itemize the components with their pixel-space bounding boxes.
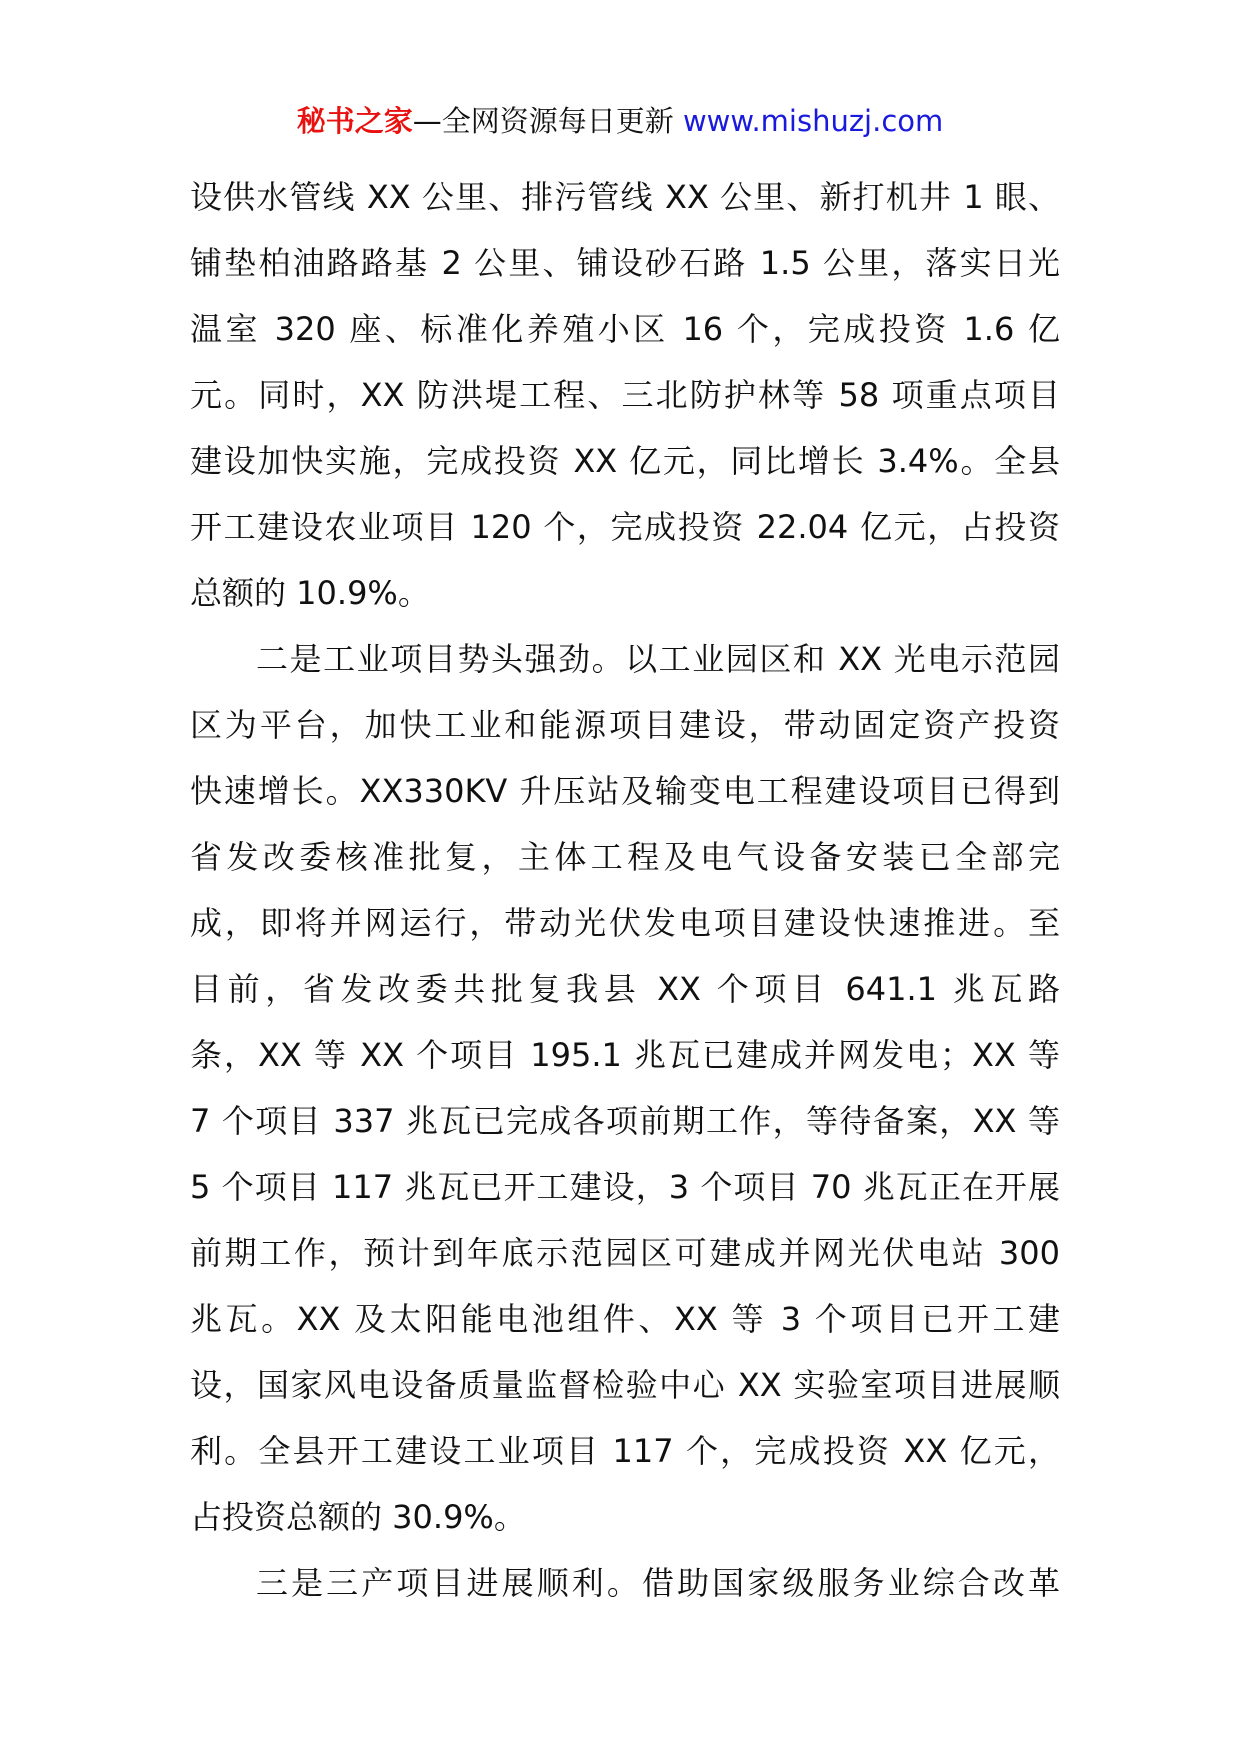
site-tagline: —全网资源每日更新	[412, 104, 674, 138]
text-line: 7 个项目 337 兆瓦已完成各项前期工作，等待备案，XX 等	[190, 1102, 1060, 1140]
text-line: 设供水管线 XX 公里、排污管线 XX 公里、新打机井 1 眼、	[190, 178, 1060, 216]
text-line: 快速增长。XX330KV 升压站及输变电工程建设项目已得到	[190, 772, 1060, 810]
text-line: 区为平台，加快工业和能源项目建设，带动固定资产投资	[190, 706, 1060, 744]
text-line: 前期工作，预计到年底示范园区可建成并网光伏电站 300	[190, 1234, 1060, 1272]
site-header	[0, 101, 1240, 141]
text-line: 铺垫柏油路路基 2 公里、铺设砂石路 1.5 公里，落实日光	[190, 244, 1060, 282]
text-line: 目前，省发改委共批复我县 XX 个项目 641.1 兆瓦路	[190, 970, 1060, 1008]
text-line: 建设加快实施，完成投资 XX 亿元，同比增长 3.4%。全县	[190, 442, 1060, 480]
text-line: 三是三产项目进展顺利。借助国家级服务业综合改革	[256, 1564, 1060, 1602]
text-line: 兆瓦。XX 及太阳能电池组件、XX 等 3 个项目已开工建	[190, 1300, 1060, 1338]
text-line: 利。全县开工建设工业项目 117 个，完成投资 XX 亿元，	[190, 1432, 1060, 1470]
text-line: 成，即将并网运行，带动光伏发电项目建设快速推进。至	[190, 904, 1060, 942]
text-line: 开工建设农业项目 120 个，完成投资 22.04 亿元，占投资	[190, 508, 1060, 546]
text-line: 温室 320 座、标准化养殖小区 16 个，完成投资 1.6 亿	[190, 310, 1060, 348]
text-line: 二是工业项目势头强劲。以工业园区和 XX 光电示范园	[256, 640, 1060, 678]
paragraph-agriculture	[190, 164, 1060, 626]
site-url-link[interactable]: www.mishuzj.com	[682, 104, 944, 138]
paragraph-services	[190, 1550, 1060, 1616]
site-brand: 秘书之家	[296, 104, 413, 138]
text-line: 条，XX 等 XX 个项目 195.1 兆瓦已建成并网发电；XX 等	[190, 1036, 1060, 1074]
text-line: 设，国家风电设备质量监督检验中心 XX 实验室项目进展顺	[190, 1366, 1060, 1404]
text-line: 省发改委核准批复，主体工程及电气设备安装已全部完	[190, 838, 1060, 876]
paragraph-industry	[190, 626, 1060, 1550]
document-body	[190, 164, 1060, 1616]
text-line: 总额的 10.9%。	[190, 574, 430, 612]
text-line: 占投资总额的 30.9%。	[190, 1498, 526, 1536]
text-line: 元。同时，XX 防洪堤工程、三北防护林等 58 项重点项目	[190, 376, 1060, 414]
text-line: 5 个项目 117 兆瓦已开工建设，3 个项目 70 兆瓦正在开展	[190, 1168, 1060, 1206]
